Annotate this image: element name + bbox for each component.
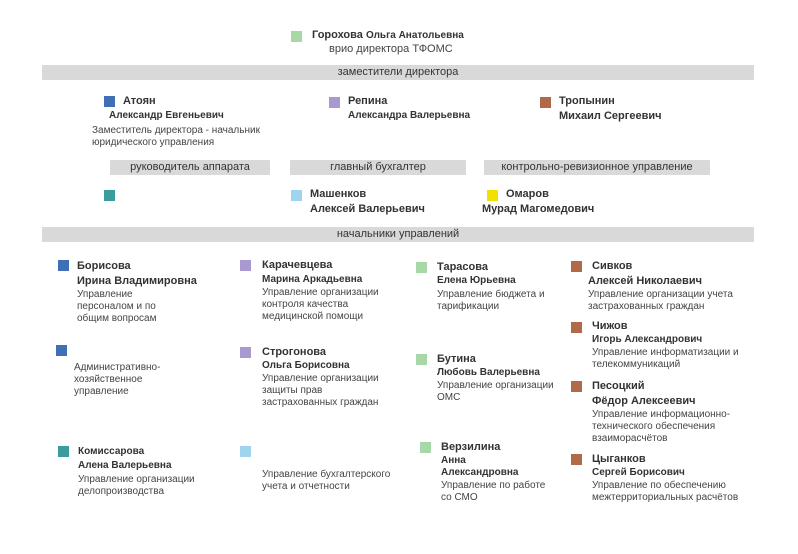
col2-surname-a: Карачевцева	[262, 259, 333, 271]
col3-marker-b	[416, 354, 427, 365]
audit-given: Мурад Магомедович	[482, 203, 595, 215]
col2-dept-a: Управление организации контроля качества медицинской помощи	[262, 287, 379, 322]
deputy-given-2: Александра Валерьевна	[348, 110, 471, 121]
col1-given-a: Ирина Владимировна	[77, 275, 197, 287]
col3-given-b: Любовь Валерьевна	[437, 367, 540, 378]
col4-dept-d: Управление по обеспечению межтерриториальных расчётов	[592, 480, 739, 503]
col1-dept-c: Управление организации делопроизводства	[78, 474, 195, 497]
band-audit: контрольно-ревизионное управление	[484, 160, 710, 175]
band-heads: начальники управлений	[42, 227, 754, 242]
col2-marker-b	[240, 347, 251, 358]
deputy-surname-1: Атоян	[123, 95, 156, 107]
col3-given-a: Елена Юрьевна	[437, 275, 516, 286]
director-marker	[291, 31, 302, 42]
col2-surname-b: Строгонова	[262, 346, 327, 358]
col4-dept-b: Управление информатизации и телекоммуникаций	[592, 347, 739, 370]
col4-marker-d	[571, 454, 582, 465]
col2-marker-a	[240, 260, 251, 271]
col1-surname-a: Борисова	[77, 260, 131, 272]
col4-marker-b	[571, 322, 582, 333]
col3-surname-a: Тарасова	[437, 261, 488, 273]
col4-given-b: Игорь Александрович	[592, 334, 703, 345]
col4-dept-c: Управление информационно-технического обеспечения взаиморасчётов	[592, 409, 731, 444]
col1-marker-b	[56, 345, 67, 356]
band-deputies: заместители директора	[42, 65, 754, 80]
director-name	[312, 29, 464, 42]
col1-dept-b: Административно-хозяйственное управление	[74, 362, 161, 397]
director-surname: Горохова	[312, 29, 363, 41]
col2-dept-c: Управление бухгалтерского учета и отчетности	[262, 469, 391, 492]
deputy-surname-2: Репина	[348, 95, 388, 107]
deputy-given-3: Михаил Сергеевич	[559, 110, 662, 122]
col3-surname-c: Верзилина	[441, 441, 501, 453]
deputy-marker-2	[329, 97, 340, 108]
col3-surname-b: Бутина	[437, 353, 476, 365]
col4-marker-c	[571, 381, 582, 392]
accountant-given: Алексей Валерьевич	[310, 203, 425, 215]
deputy-given-1: Александр Евгеньевич	[109, 110, 224, 121]
col2-dept-b: Управление организации защиты прав застрахованных граждан	[262, 373, 379, 408]
col2-marker-c	[240, 446, 251, 457]
audit-surname: Омаров	[506, 188, 549, 200]
col4-given-d: Сергей Борисович	[592, 467, 685, 478]
col1-given-c: Алена Валерьевна	[78, 460, 172, 471]
col1-marker-c	[58, 446, 69, 457]
accountant-surname: Машенков	[310, 188, 367, 200]
col1-surname-c: Комиссарова	[78, 446, 145, 457]
col4-dept-a: Управление организации учета застрахованных граждан	[588, 289, 733, 312]
col3-dept-b: Управление организации ОМС	[437, 380, 554, 403]
col3-given-c1: Анна	[441, 455, 466, 466]
director-given: Ольга Анатольевна	[365, 30, 464, 41]
col4-marker-a	[571, 261, 582, 272]
col3-marker-a	[416, 262, 427, 273]
col4-surname-c: Песоцкий	[592, 380, 645, 392]
col2-given-a: Марина Аркадьевна	[262, 274, 363, 285]
band-accountant: главный бухгалтер	[290, 160, 466, 175]
audit-marker	[487, 190, 498, 201]
deputy-role-1: Заместитель директора - начальник юридического управления	[92, 125, 260, 148]
col4-surname-b: Чижов	[592, 320, 628, 332]
col4-surname-d: Цыганков	[592, 453, 646, 465]
col3-given-c2: Александровна	[441, 467, 519, 478]
apparatus-marker	[104, 190, 115, 201]
deputy-marker-1	[104, 96, 115, 107]
col4-given-c: Фёдор Алексеевич	[592, 395, 696, 407]
col3-dept-a: Управление бюджета и тарификации	[437, 289, 545, 312]
col3-dept-c: Управление по работе со СМО	[441, 480, 546, 503]
director-title: врио директора ТФОМС	[329, 43, 453, 55]
deputy-marker-3	[540, 97, 551, 108]
col1-dept-a: Управление персоналом и по общим вопросам	[77, 289, 157, 324]
col4-given-a: Алексей Николаевич	[588, 275, 702, 287]
deputy-surname-3: Тропынин	[559, 95, 615, 107]
col3-marker-c	[420, 442, 431, 453]
band-apparatus: руководитель аппарата	[110, 160, 270, 175]
col2-given-b: Ольга Борисовна	[262, 360, 350, 371]
accountant-marker	[291, 190, 302, 201]
col4-surname-a: Сивков	[592, 260, 633, 272]
col1-marker-a	[58, 260, 69, 271]
